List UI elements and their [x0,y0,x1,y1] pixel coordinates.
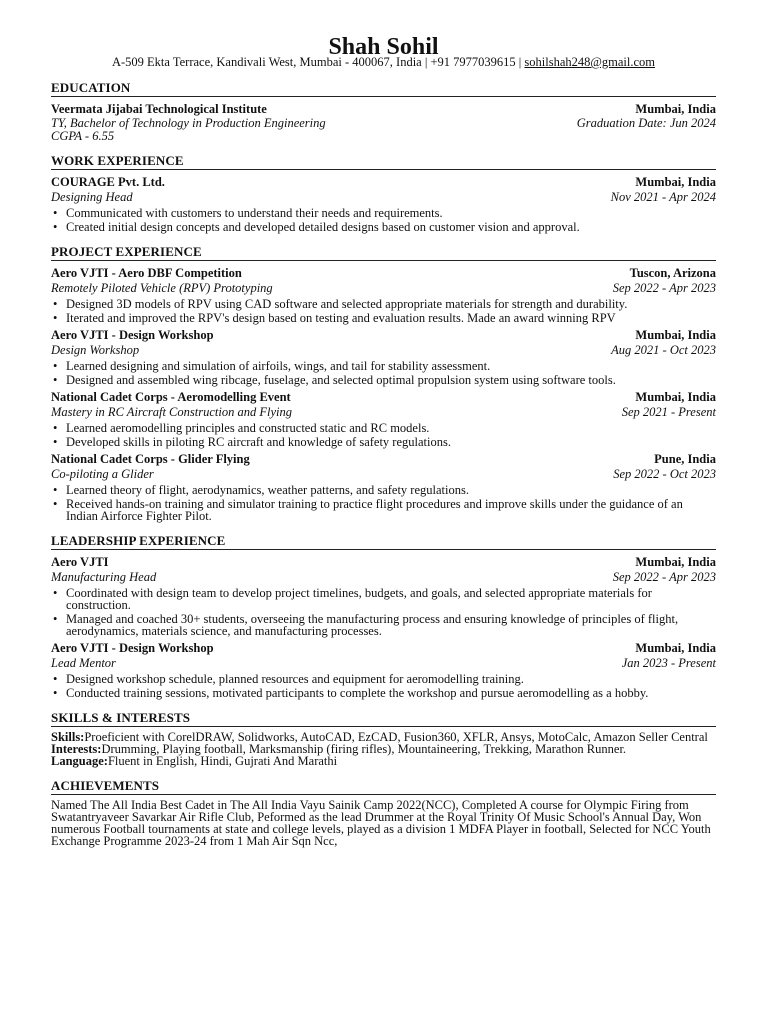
skills-text: Proeficient with CorelDRAW, Solidworks, AutoCAD, EzCAD, Fusion360, XFLR, Ansys, MotoCalc, Amazon Seller Central [84,730,708,744]
work-heading: WORK EXPERIENCE [51,154,716,170]
bullet-item: • Developed skills in piloting RC aircraft and knowledge of safety regulations. [66,436,716,448]
work-section [51,154,716,233]
entry-location: Mumbai, India [635,555,716,569]
education-heading: EDUCATION [51,81,716,97]
entry-date: Sep 2022 - Oct 2023 [613,467,716,481]
bullet-item: • Learned theory of flight, aerodynamics, weather patterns, and safety regulations. [66,484,716,496]
skills-label: Skills: [51,730,85,744]
entry-org: Aero VJTI [51,555,109,569]
skills-heading: SKILLS & INTERESTS [51,711,716,727]
language-line [51,755,716,767]
entry-location: Tuscon, Arizona [629,266,716,280]
skills-section [51,711,716,767]
entry-role: Design Workshop [51,343,140,357]
bullet-item: • Designed and assembled wing ribcage, fuselage, and selected optimal propulsion system using software tools. [66,374,716,386]
entry-location: Mumbai, India [635,328,716,342]
bullet-item: • Created initial design concepts and developed detailed designs based on customer vision and approval. [66,221,716,233]
bullet-item: • Communicated with customers to understand their needs and requirements. [66,207,716,219]
bullet-item: • Coordinated with design team to develop project timelines, budgets, and goals, and selected appropriate materials for construction. [66,587,716,611]
entry-role: Lead Mentor [51,656,116,670]
email-link[interactable]: sohilshah248@gmail.com [524,55,656,69]
bullet-item: • Learned aeromodelling principles and constructed static and RC models. [66,422,716,434]
entry-location: Mumbai, India [635,390,716,404]
entry-location: Mumbai, India [635,175,716,189]
entry-org: Veermata Jijabai Technological Institute [51,102,267,116]
language-text: Fluent in English, Hindi, Gujrati And Marathi [107,754,338,768]
entry-location: Pune, India [654,452,716,466]
entry-role: TY, Bachelor of Technology in Production Engineering [51,116,326,130]
entry-location: Mumbai, India [635,641,716,655]
bullet-list [51,673,716,699]
contact-line [51,55,716,69]
entry-role: Co-piloting a Glider [51,467,154,481]
entry-date: Sep 2022 - Apr 2023 [612,281,716,295]
interests-text: Drumming, Playing football, Marksmanship (firing rifles), Mountaineering, Trekking, Marathon Runner. [101,742,627,756]
bullet-list [51,587,716,637]
bullet-list [51,484,716,522]
entry-location: Mumbai, India [635,102,716,116]
entry-role: Remotely Piloted Vehicle (RPV) Prototyping [51,281,273,295]
entry-org: Aero VJTI - Aero DBF Competition [51,266,242,280]
bullet-item: • Designed workshop schedule, planned resources and equipment for aeromodelling training. [66,673,716,685]
bullet-item: • Conducted training sessions, motivated participants to complete the workshop and pursue aeromodelling as a hobby. [66,687,716,699]
project-entry [51,451,716,522]
entry-cgpa: CGPA - 6.55 [51,129,115,143]
entry-org: COURAGE Pvt. Ltd. [51,175,165,189]
bullet-item: • Iterated and improved the RPV's design based on testing and evaluation results. Made an award winning RPV [66,312,716,324]
entry-role: Designing Head [51,190,133,204]
bullet-list [51,298,716,324]
interests-label: Interests: [51,742,102,756]
leadership-heading: LEADERSHIP EXPERIENCE [51,534,716,550]
entry-date: Graduation Date: Jun 2024 [576,116,716,130]
leadership-section [51,534,716,699]
bullet-item: • Managed and coached 30+ students, overseeing the manufacturing process and ensuring knowledge of principles of flight, aerodynamics, materials science, and manufacturing processes. [66,613,716,637]
entry-date: Jan 2023 - Present [621,656,716,670]
project-entry [51,389,716,448]
bullet-list [51,360,716,386]
bullet-list [51,207,716,233]
bullet-item: • Learned designing and simulation of airfoils, wings, and tail for stability assessment. [66,360,716,372]
bullet-item: • Designed 3D models of RPV using CAD software and selected appropriate materials for strength and durability. [66,298,716,310]
achievements-text: Named The All India Best Cadet in The All India Vayu Sainik Camp 2022(NCC), Completed A course for Olympic Firing from Swatantryaveer Savarkar Air Rifle Club, Peformed as the lead Drummer at the Royal Trinity Of Music School's Annual Day, Won numerous Football tournaments at state and college levels, played as a division 1 MDFA Player in football, Selected for NCC Youth Exchange Programme 2023-24 from 1 Mah Air Sqn Ncc, [51,798,711,848]
achievements-heading: ACHIEVEMENTS [51,779,716,795]
work-entry [51,174,716,233]
entry-role: Manufacturing Head [51,570,157,584]
leadership-entry [51,554,716,637]
projects-section [51,245,716,522]
entry-date: Nov 2021 - Apr 2024 [610,190,716,204]
contact-details: A-509 Ekta Terrace, Kandivali West, Mumbai - 400067, India | +91 7977039615 | [111,55,525,69]
bullet-list [51,422,716,448]
entry-org: National Cadet Corps - Glider Flying [51,452,250,466]
candidate-name: Shah Sohil [328,34,439,60]
education-section [51,81,716,142]
entry-role: Mastery in RC Aircraft Construction and Flying [51,405,292,419]
leadership-entry [51,640,716,699]
bullet-item: • Received hands-on training and simulator training to practice flight procedures and improve skills under the guidance of an Indian Airforce Fighter Pilot. [66,498,716,522]
entry-date: Sep 2022 - Apr 2023 [612,570,716,584]
entry-date: Aug 2021 - Oct 2023 [611,343,716,357]
entry-org: Aero VJTI - Design Workshop [51,641,214,655]
language-label: Language: [51,754,108,768]
entry-date: Sep 2021 - Present [621,405,716,419]
entry-org: Aero VJTI - Design Workshop [51,328,214,342]
education-entry [51,101,716,142]
projects-heading: PROJECT EXPERIENCE [51,245,716,261]
project-entry [51,265,716,324]
entry-org: National Cadet Corps - Aeromodelling Event [51,390,291,404]
achievements-section [51,779,716,847]
project-entry [51,327,716,386]
